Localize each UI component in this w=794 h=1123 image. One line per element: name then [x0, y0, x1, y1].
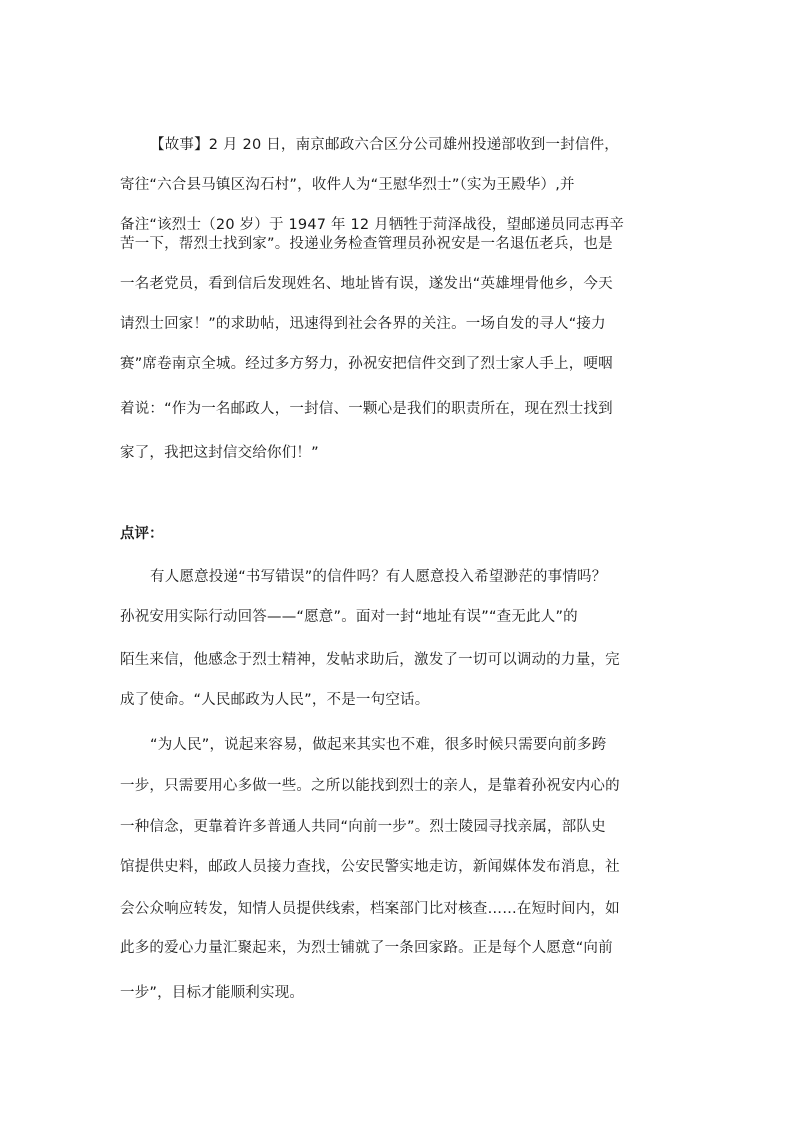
story-line-8: 着说：“作为一名邮政人，一封信、一颗心是我们的职责所在，现在烈士找到	[120, 401, 613, 417]
review-p2-line-6: 此多的爱心力量汇聚起来，为烈士铺就了一条回家路。正是每个人愿意“向前	[120, 940, 613, 956]
review-p1-line-2: 孙祝安用实际行动回答——“愿意”。面对一封“地址有误”“查无此人”的	[120, 609, 578, 625]
story-line-2: 寄往“六合县马镇区沟石村”，收件人为“王慰华烈士”（实为王殿华）,并	[120, 177, 575, 193]
story-line-5: 一名老党员，看到信后发现姓名、地址皆有误，遂发出“英雄埋骨他乡，今天	[120, 276, 613, 292]
review-heading: 点评：	[120, 526, 164, 542]
story-line-4: 苦一下，帮烈士找到家”。投递业务检查管理员孙祝安是一名退伍老兵，也是	[120, 236, 613, 252]
story-line-7: 赛”席卷南京全城。经过多方努力，孙祝安把信件交到了烈士家人手上，哽咽	[120, 356, 613, 372]
review-p2-line-4: 馆提供史料，邮政人员接力查找，公安民警实地走访，新闻媒体发布消息，社	[120, 859, 620, 875]
review-p2-line-1: “为人民”，说起来容易，做起来其实也不难，很多时候只需要向前多跨	[150, 737, 607, 753]
story-line-3: 备注“该烈士（20 岁）于 1947 年 12 月牺牲于菏泽战役，望邮递员同志再辛	[120, 217, 625, 233]
review-p2-line-2: 一步，只需要用心多做一些。之所以能找到烈士的亲人，是靠着孙祝安内心的	[120, 778, 620, 794]
review-p1-line-4: 成了使命。“人民邮政为人民”，不是一句空话。	[120, 692, 430, 708]
review-p1-line-3: 陌生来信，他感念于烈士精神，发帖求助后，激发了一切可以调动的力量，完	[120, 652, 620, 668]
story-line-9: 家了，我把这封信交给你们！”	[120, 445, 319, 461]
review-p2-line-5: 会公众响应转发，知情人员提供线索，档案部门比对核查……在短时间内，如	[120, 901, 620, 917]
story-line-6: 请烈士回家！”的求助帖，迅速得到社会各界的关注。一场自发的寻人“接力	[120, 316, 606, 332]
story-line-1: 【故事】2 月 20 日，南京邮政六合区分公司雄州投递部收到一封信件，	[150, 137, 620, 153]
review-p1-line-1: 有人愿意投递“书写错误”的信件吗？有人愿意投入希望渺茫的事情吗？	[150, 569, 607, 585]
review-p2-line-7: 一步”，目标才能顺利实现。	[120, 985, 305, 1001]
review-p2-line-3: 一种信念，更靠着许多普通人共同“向前一步”。烈士陵园寻找亲属，部队史	[120, 819, 606, 835]
